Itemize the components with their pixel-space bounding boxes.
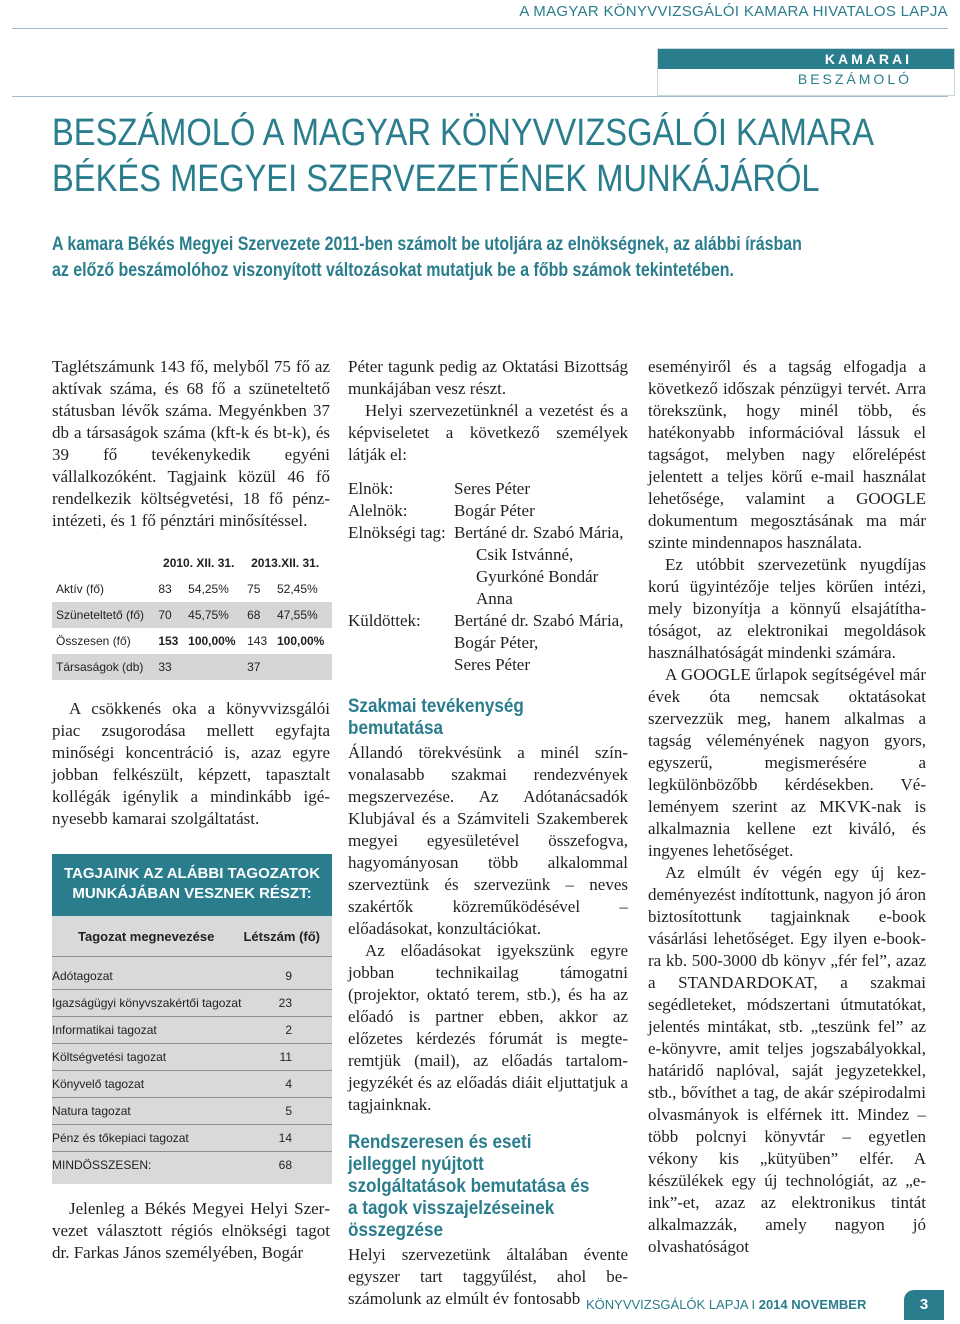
section-row: Könyvelő tagozat 4 bbox=[52, 1071, 332, 1098]
sections-list bbox=[52, 957, 332, 1184]
header-rule bbox=[12, 28, 948, 29]
section-tab-top: KAMARAI bbox=[658, 49, 954, 69]
paragraph: Az előadásokat igyekszünk egyre jobban technikailag támogatni (projektor, oktató terem, stb.), és ha az előadó is partner ebben, akkor az előzetes kérdezés fórumát is megteremtjük (mail), az előadás tartalomjegyzékét és az előadás diáit eljuttatjuk a tagjainknak. bbox=[348, 941, 628, 1114]
table-header-2010: 2010. XII. 31. bbox=[154, 550, 243, 576]
table-row-total: Összesen (fő) 153 100,00% 143 100,00% bbox=[56, 634, 325, 648]
officer-row: Küldöttek: Bertáné dr. Szabó Mária, Bogár Péter, Seres Péter bbox=[348, 611, 624, 674]
officer-row: Elnökségi tag: Bertáné dr. Szabó Mária, Csik Istvánné, Gyurkóné Bondár Anna bbox=[348, 523, 624, 608]
paragraph: eseményiről és a tagság elfogadja a következő időszak pénzügyi tervét. Arra törekszünk, hogy minél több, és hatékonyabb információval lássuk el tagságot, melyben nagy előrelépést jelentett a teljes körű e-mail használat lehetősége, valamint a GOOGLE dokumentum megosztásának ma már szinte mindennapos használata. bbox=[648, 357, 926, 552]
col-header-name: Tagozat megnevezése bbox=[78, 929, 215, 944]
paragraph: Helyi szervezetünk általában évente egyszer tart taggyűlést, ahol beszámolunk az elmúlt év fontosabb bbox=[348, 1245, 628, 1308]
page-number: 3 bbox=[904, 1290, 944, 1320]
section-heading: Rendszeresen és eseti jelleggel nyújtott szolgáltatások bemutatása és a tagok visszajelzéseinek összegzése bbox=[348, 1132, 590, 1241]
sections-box-title: TAGJAINK AZ ALÁBBI TAGOZATOK MUNKÁJÁBAN VESZNEK RÉSZT: bbox=[52, 854, 332, 916]
officer-row: Elnök: Seres Péter bbox=[348, 479, 531, 498]
section-tab bbox=[657, 48, 955, 96]
section-row: Igazságügyi könyvszakértői tagozat 23 bbox=[52, 990, 332, 1017]
paragraph: Péter tagunk pedig az Oktatási Bizottság munkájában vesz részt. bbox=[348, 357, 628, 398]
paragraph: Taglétszámunk 143 fő, melyből 75 fő az aktívak száma, és 68 fő a szüneteltető státusban lévők száma. Megyénkben 37 db a társaságok száma (kft-k és bt-k), és 39 fő tevékenykedik egyéni vállalkozóként. Tagjaink közül 46 fő rendelkezik költségvetési, 18 fő pénzintézeti, és 1 fő pénztári minősítéssel. bbox=[52, 357, 330, 530]
paragraph: A csökkenés oka a könyvvizsgálói piac zsugorodása mellett egyfajta minőségi koncentráció is, azaz egyre jobban felkészült, képzett, tapasztalt kollégák igénylik a mindinkább igényesebb kamarai szolgáltatást. bbox=[52, 699, 330, 828]
section-tab-bottom: BESZÁMOLÓ bbox=[797, 71, 912, 87]
paragraph: Az elmúlt év végén egy új kezdeményezést indítottunk, nagyon jó áron biztosítottunk tagjainknak e-book vásárlási lehetőséget. Egy ilyen e-book-ra kb. 500-3000 db könyv „fér fel”, azaz a STANDARDOKAT, a szakmai segédleteket, módszertani útmutatókat, jelentés mintákat, stb. „teszünk fel” az e-könyvre, amit teljes jogszabályokkal, határidő naplóval, saját jegyzetekkel, stb., bővíthet a tag, de akár szépirodalmi olvasmányok is elférnek itt. Mindez – több polcnyi könyvtár – egyetlen vékony kis „kütyüben” elfér. A készülékek egy új technológiát, az „e-ink”-et, azaz az elektronikus tintát alkalmazzák, amely nagyon jó olvashatóságot bbox=[648, 863, 926, 1256]
officer-row: Alelnök: Bogár Péter bbox=[348, 501, 535, 520]
section-row: Natura tagozat 5 bbox=[52, 1098, 332, 1125]
section-row: Költségvetési tagozat 11 bbox=[52, 1044, 332, 1071]
sections-box-header bbox=[52, 916, 332, 957]
lead-line1: A kamara Békés Megyei Szervezete 2011-ben számolt be utoljára az elnökségnek, az alábbi írásban bbox=[52, 234, 802, 255]
section-row-total: MINDÖSSZESEN: 68 bbox=[52, 1158, 292, 1172]
paragraph: Helyi szervezetünknél a vezetést és a képviseletet a következő személyek látják el: bbox=[348, 401, 628, 464]
table-header-2013: 2013.XII. 31. bbox=[243, 550, 332, 576]
article-title bbox=[52, 110, 875, 202]
journal-header: A MAGYAR KÖNYVVIZSGÁLÓI KAMARA HIVATALOS LAPJA bbox=[519, 3, 948, 20]
footer-journal: KÖNYVVIZSGÁLÓK LAPJA I 2014 NOVEMBER bbox=[586, 1297, 867, 1312]
paragraph: Állandó törekvésünk a minél színvonalasabb szakmai rendezvények megszervezése. Az Adótanácsadók Klubjával és a Számviteli Szakemberek megyei egyesületével összefogva, hagyományosan több alkalommal szerveztünk és szervezünk – neves szakértők közreműködésével – előadásokat, konzultációkat. bbox=[348, 743, 628, 938]
table-row: Aktív (fő) 83 54,25% 75 52,45% bbox=[56, 582, 318, 596]
paragraph: A GOOGLE űrlapok segítségével már évek óta nemcsak oktatásokat szervezzük meg, hanem alkalmas a tagság véleményének nagyon gyors, egyszerű, megismerésére a legkülönbözőbb kérdésekben. Véleményem szerint az MKVK-nak is alkalmaznia kellene ezt kiváló, és ingyenes lehetőséget. bbox=[648, 665, 926, 860]
officers-list bbox=[348, 478, 628, 676]
sections-box bbox=[52, 854, 332, 1184]
section-row: Pénz és tőkepiaci tagozat 14 bbox=[52, 1125, 332, 1152]
table-row: Társaságok (db) 33 37 bbox=[52, 654, 332, 680]
article-title-line1: BESZÁMOLÓ A MAGYAR KÖNYVVIZSGÁLÓI KAMARA bbox=[52, 112, 875, 154]
column-2 bbox=[348, 356, 628, 1310]
membership-stats-table bbox=[52, 550, 332, 680]
paragraph: Jelenleg a Békés Megyei Helyi Szervezet választott régiós elnökségi tagot dr. Farkas János személyében, Bogár bbox=[52, 1199, 330, 1262]
paragraph: Ez utóbbit szervezetünk nyugdíjas korú ügyintézője teljes körűen intézi, mely bizonyítja a könnyű elsajátíthatóságot, az elektronikai megoldások használhatóságát mindenki számára. bbox=[648, 555, 926, 662]
section-row: Informatikai tagozat 2 bbox=[52, 1017, 332, 1044]
col-header-count: Létszám (fő) bbox=[243, 929, 320, 944]
section-row: Adótagozat 9 bbox=[52, 963, 332, 990]
column-3 bbox=[648, 356, 926, 1258]
table-header-cell bbox=[52, 550, 154, 576]
article-title-line2: BÉKÉS MEGYEI SZERVEZETÉNEK MUNKÁJÁRÓL bbox=[52, 158, 820, 200]
tab-rule bbox=[12, 96, 948, 97]
section-heading: Szakmai tevékenység bemutatása bbox=[348, 696, 524, 739]
table-row: Szüneteltető (fő) 70 45,75% 68 47,55% bbox=[52, 602, 332, 628]
article-lead bbox=[52, 232, 892, 284]
column-1 bbox=[52, 356, 330, 1264]
lead-line2: az előző beszámolóhoz viszonyított változásokat mutatjuk be a főbb számok tekintetében. bbox=[52, 260, 734, 281]
